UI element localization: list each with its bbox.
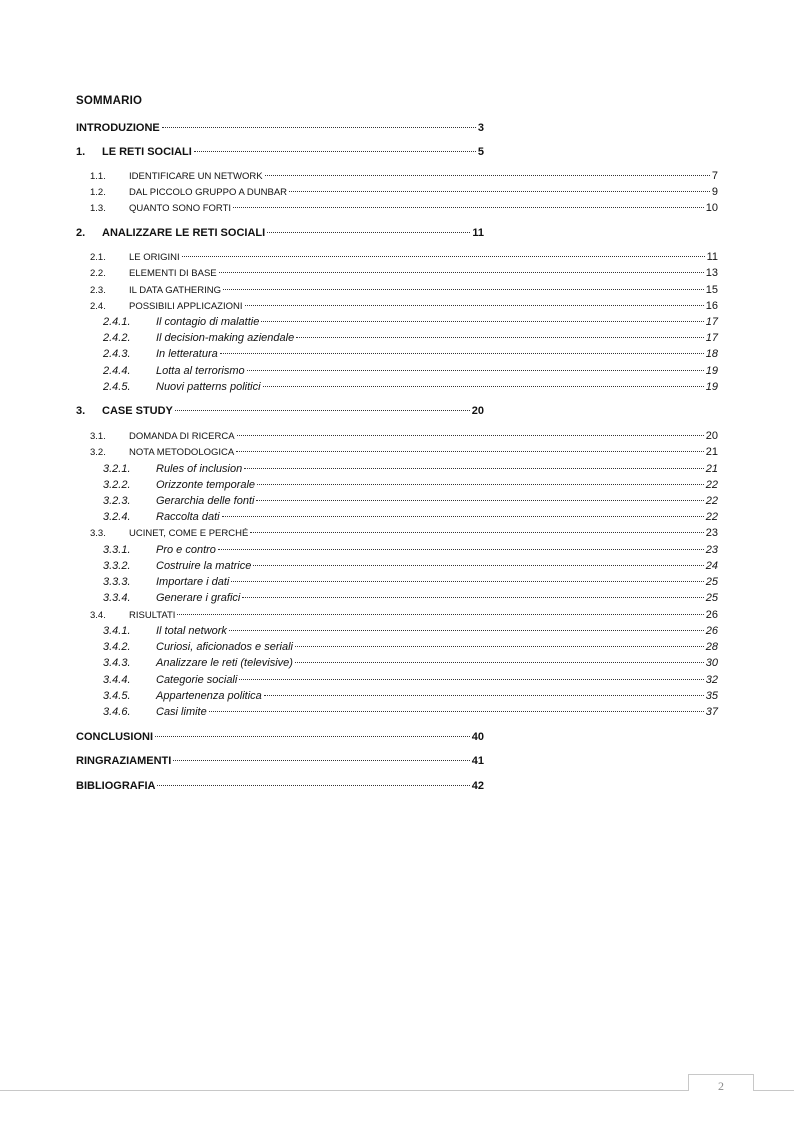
toc-entry-number: 3.4.5. xyxy=(103,690,131,702)
toc-entry-number: 3.3.1. xyxy=(103,544,131,556)
toc-entry-number: 2.4.5. xyxy=(103,381,131,393)
toc-entry[interactable] xyxy=(76,144,484,160)
toc-entry-number: 3.2.3. xyxy=(103,495,131,507)
dot-leader xyxy=(157,784,469,786)
toc-entry-number: 3.4. xyxy=(90,610,106,621)
toc-entry[interactable] xyxy=(103,542,718,558)
toc-entry[interactable] xyxy=(76,120,484,136)
dot-leader xyxy=(233,206,704,208)
toc-entry[interactable] xyxy=(90,168,718,184)
dot-leader xyxy=(218,548,704,550)
dot-leader xyxy=(295,661,704,663)
toc-entry-number: 2.1. xyxy=(90,252,106,263)
toc-entry[interactable] xyxy=(90,525,718,541)
toc-entry-title: Categorie sociali xyxy=(156,674,238,686)
toc-entry-page: 11 xyxy=(706,251,718,263)
toc-entry-number: 3.2.4. xyxy=(103,511,131,523)
toc-entry-page: 22 xyxy=(705,495,718,507)
toc-entry[interactable] xyxy=(90,607,718,623)
toc-entry-title: Raccolta dati xyxy=(156,511,220,523)
toc-entry[interactable] xyxy=(103,590,718,606)
toc-entry-number: 1.1. xyxy=(90,171,106,182)
toc-entry-number: 2.4.1. xyxy=(103,316,131,328)
toc-entry-page: 9 xyxy=(711,186,718,198)
toc-entry-page: 21 xyxy=(705,463,718,475)
toc-entry[interactable] xyxy=(103,493,718,509)
toc-entry[interactable] xyxy=(103,330,718,346)
toc-entry[interactable] xyxy=(76,778,484,794)
toc-entry-page: 35 xyxy=(705,690,718,702)
toc-entry[interactable] xyxy=(103,655,718,671)
toc-entry[interactable] xyxy=(103,461,718,477)
dot-leader xyxy=(182,255,705,257)
footer-rule xyxy=(0,1090,794,1091)
toc-entry-title: Nuovi patterns politici xyxy=(156,381,261,393)
toc-entry-page: 19 xyxy=(705,365,718,377)
toc-entry-number: 3.4.4. xyxy=(103,674,131,686)
toc-entry-page: 21 xyxy=(705,446,718,458)
toc-entry-number: 2. xyxy=(76,227,86,239)
toc-entry[interactable] xyxy=(90,249,718,265)
toc-entry-page: 26 xyxy=(705,609,718,621)
toc-entry-page: 41 xyxy=(471,755,484,767)
toc-entry-title: DAL PICCOLO GRUPPO A DUNBAR xyxy=(129,187,288,198)
toc-entry-number: 3.4.1. xyxy=(103,625,131,637)
toc-entry-title: Analizzare le reti (televisive) xyxy=(156,657,293,669)
toc-entry-page: 16 xyxy=(705,300,718,312)
toc-entry-title: LE ORIGINI xyxy=(129,252,180,263)
toc-entry[interactable] xyxy=(76,225,484,241)
toc-entry-page: 25 xyxy=(705,576,718,588)
toc-entry-page: 10 xyxy=(705,202,718,214)
toc-entry-number: 3.4.2. xyxy=(103,641,131,653)
dot-leader xyxy=(229,629,704,631)
toc-entry-number: 3.4.3. xyxy=(103,657,131,669)
toc-entry[interactable] xyxy=(103,363,718,379)
toc-entry-title: ANALIZZARE LE RETI SOCIALI xyxy=(102,227,266,239)
toc-entry-page: 15 xyxy=(705,284,718,296)
toc-entry-title: BIBLIOGRAFIA xyxy=(76,780,156,792)
dot-leader xyxy=(231,580,703,582)
toc-heading: SOMMARIO xyxy=(76,95,143,107)
toc-entry[interactable] xyxy=(103,574,718,590)
dot-leader xyxy=(257,483,704,485)
dot-leader xyxy=(245,304,704,306)
toc-entry[interactable] xyxy=(103,672,718,688)
toc-entry-title: Pro e contro xyxy=(156,544,216,556)
dot-leader xyxy=(209,710,704,712)
toc-entry[interactable] xyxy=(76,753,484,769)
dot-leader xyxy=(289,190,710,192)
toc-entry-number: 1.3. xyxy=(90,203,106,214)
toc-entry-title: UCINET, COME E PERCHÉ xyxy=(129,528,249,539)
toc-entry-number: 3.2.2. xyxy=(103,479,131,491)
dot-leader xyxy=(242,596,703,598)
dot-leader xyxy=(175,409,470,411)
toc-entry[interactable] xyxy=(103,558,718,574)
toc-entry[interactable] xyxy=(103,477,718,493)
toc-entry-page: 18 xyxy=(705,348,718,360)
toc-entry-page: 7 xyxy=(711,170,718,182)
dot-leader xyxy=(295,645,704,647)
toc-entry-title: ELEMENTI DI BASE xyxy=(129,268,217,279)
toc-entry[interactable] xyxy=(90,184,718,200)
toc-entry-title: QUANTO SONO FORTI xyxy=(129,203,232,214)
toc-entry[interactable] xyxy=(103,509,718,525)
dot-leader xyxy=(247,369,704,371)
toc-entry-number: 2.4.3. xyxy=(103,348,131,360)
dot-leader xyxy=(250,531,703,533)
toc-entry-title: DOMANDA DI RICERCA xyxy=(129,431,235,442)
toc-entry[interactable] xyxy=(76,729,484,745)
toc-entry-number: 3.3. xyxy=(90,528,106,539)
toc-entry-page: 3 xyxy=(477,122,484,134)
toc-entry-title: NOTA METODOLOGICA xyxy=(129,447,235,458)
toc-entry[interactable] xyxy=(90,444,718,460)
dot-leader xyxy=(256,499,703,501)
toc-entry-number: 1. xyxy=(76,146,86,158)
dot-leader xyxy=(264,694,704,696)
dot-leader xyxy=(253,564,703,566)
toc-entry-page: 5 xyxy=(477,146,484,158)
toc-entry-page: 32 xyxy=(705,674,718,686)
toc-entry-number: 3.1. xyxy=(90,431,106,442)
toc-entry-number: 3.3.4. xyxy=(103,592,131,604)
toc-entry-title: Appartenenza politica xyxy=(156,690,262,702)
toc-entry[interactable] xyxy=(76,403,484,419)
toc-entry[interactable] xyxy=(90,282,718,298)
toc-entry-page: 20 xyxy=(705,430,718,442)
toc-entry-title: Gerarchia delle fonti xyxy=(156,495,255,507)
toc-entry-page: 24 xyxy=(705,560,718,572)
toc-entry-number: 3.3.2. xyxy=(103,560,131,572)
toc-entry-title: IDENTIFICARE UN NETWORK xyxy=(129,171,263,182)
toc-entry-title: Generare i grafici xyxy=(156,592,241,604)
toc-entry-title: Il total network xyxy=(156,625,227,637)
toc-entry-title: POSSIBILI APPLICAZIONI xyxy=(129,301,243,312)
dot-leader xyxy=(263,385,704,387)
toc-entry[interactable] xyxy=(103,639,718,655)
toc-entry-number: 2.4.4. xyxy=(103,365,131,377)
dot-leader xyxy=(265,174,710,176)
toc-entry-page: 17 xyxy=(705,332,718,344)
toc-entry-title: Casi limite xyxy=(156,706,207,718)
toc-entry-page: 13 xyxy=(705,267,718,279)
toc-entry-page: 25 xyxy=(705,592,718,604)
dot-leader xyxy=(155,735,470,737)
toc-entry[interactable] xyxy=(90,428,718,444)
dot-leader xyxy=(236,450,704,452)
toc-entry-page: 20 xyxy=(471,405,484,417)
toc-entry-page: 23 xyxy=(705,527,718,539)
toc-entry[interactable] xyxy=(90,298,718,314)
toc-entry-title: Orizzonte temporale xyxy=(156,479,256,491)
toc-entry-page: 30 xyxy=(705,657,718,669)
toc-entry-page: 23 xyxy=(705,544,718,556)
toc-entry-page: 22 xyxy=(705,511,718,523)
toc-entry-title: INTRODUZIONE xyxy=(76,122,160,134)
toc-entry[interactable] xyxy=(90,200,718,216)
toc-entry-page: 11 xyxy=(472,227,484,239)
dot-leader xyxy=(162,126,476,128)
toc-entry-title: RISULTATI xyxy=(129,610,176,621)
toc-entry[interactable] xyxy=(103,623,718,639)
toc-entry-page: 42 xyxy=(471,780,484,792)
toc-entry[interactable] xyxy=(90,265,718,281)
toc-entry-number: 2.2. xyxy=(90,268,106,279)
toc-entry[interactable] xyxy=(103,314,718,330)
toc-entry[interactable] xyxy=(103,346,718,362)
toc-entry-number: 2.4.2. xyxy=(103,332,131,344)
toc-entry-title: Il decision-making aziendale xyxy=(156,332,295,344)
dot-leader xyxy=(296,336,704,338)
toc-entry-page: 40 xyxy=(471,731,484,743)
toc-entry-title: Importare i dati xyxy=(156,576,230,588)
toc-entry-title: Curiosi, aficionados e seriali xyxy=(156,641,293,653)
dot-leader xyxy=(244,467,704,469)
toc-entry-title: In letteratura xyxy=(156,348,218,360)
toc-entry-number: 3.2.1. xyxy=(103,463,131,475)
toc-entry-number: 3.4.6. xyxy=(103,706,131,718)
toc-entry-title: CONCLUSIONI xyxy=(76,731,153,743)
dot-leader xyxy=(177,613,703,615)
toc-entry-title: Rules of inclusion xyxy=(156,463,243,475)
toc-entry-title: IL DATA GATHERING xyxy=(129,285,222,296)
dot-leader xyxy=(237,434,704,436)
toc-entry-number: 2.3. xyxy=(90,285,106,296)
dot-leader xyxy=(222,515,704,517)
toc-entry[interactable] xyxy=(103,379,718,395)
toc-entry-number: 3. xyxy=(76,405,86,417)
toc-entry-page: 19 xyxy=(705,381,718,393)
toc-entry-title: RINGRAZIAMENTI xyxy=(76,755,172,767)
toc-entry-page: 26 xyxy=(705,625,718,637)
toc-entry-title: Il contagio di malattie xyxy=(156,316,260,328)
toc-entry-number: 2.4. xyxy=(90,301,106,312)
toc-entry-number: 3.3.3. xyxy=(103,576,131,588)
dot-leader xyxy=(219,271,704,273)
dot-leader xyxy=(267,231,470,233)
toc-entry-title: Lotta al terrorismo xyxy=(156,365,245,377)
toc-entry[interactable] xyxy=(103,688,718,704)
dot-leader xyxy=(223,288,704,290)
toc-entry-page: 28 xyxy=(705,641,718,653)
dot-leader xyxy=(173,759,469,761)
toc-entry-page: 22 xyxy=(705,479,718,491)
dot-leader xyxy=(239,678,703,680)
toc-entry-title: Costruire la matrice xyxy=(156,560,252,572)
toc-entry-title: CASE STUDY xyxy=(102,405,173,417)
dot-leader xyxy=(194,150,476,152)
toc-entry-page: 37 xyxy=(705,706,718,718)
toc-entry-number: 1.2. xyxy=(90,187,106,198)
toc-entry-number: 3.2. xyxy=(90,447,106,458)
toc-entry[interactable] xyxy=(103,704,718,720)
dot-leader xyxy=(220,352,704,354)
page-number: 2 xyxy=(688,1074,754,1091)
dot-leader xyxy=(261,320,703,322)
toc-entry-title: LE RETI SOCIALI xyxy=(102,146,192,158)
toc-entry-page: 17 xyxy=(705,316,718,328)
